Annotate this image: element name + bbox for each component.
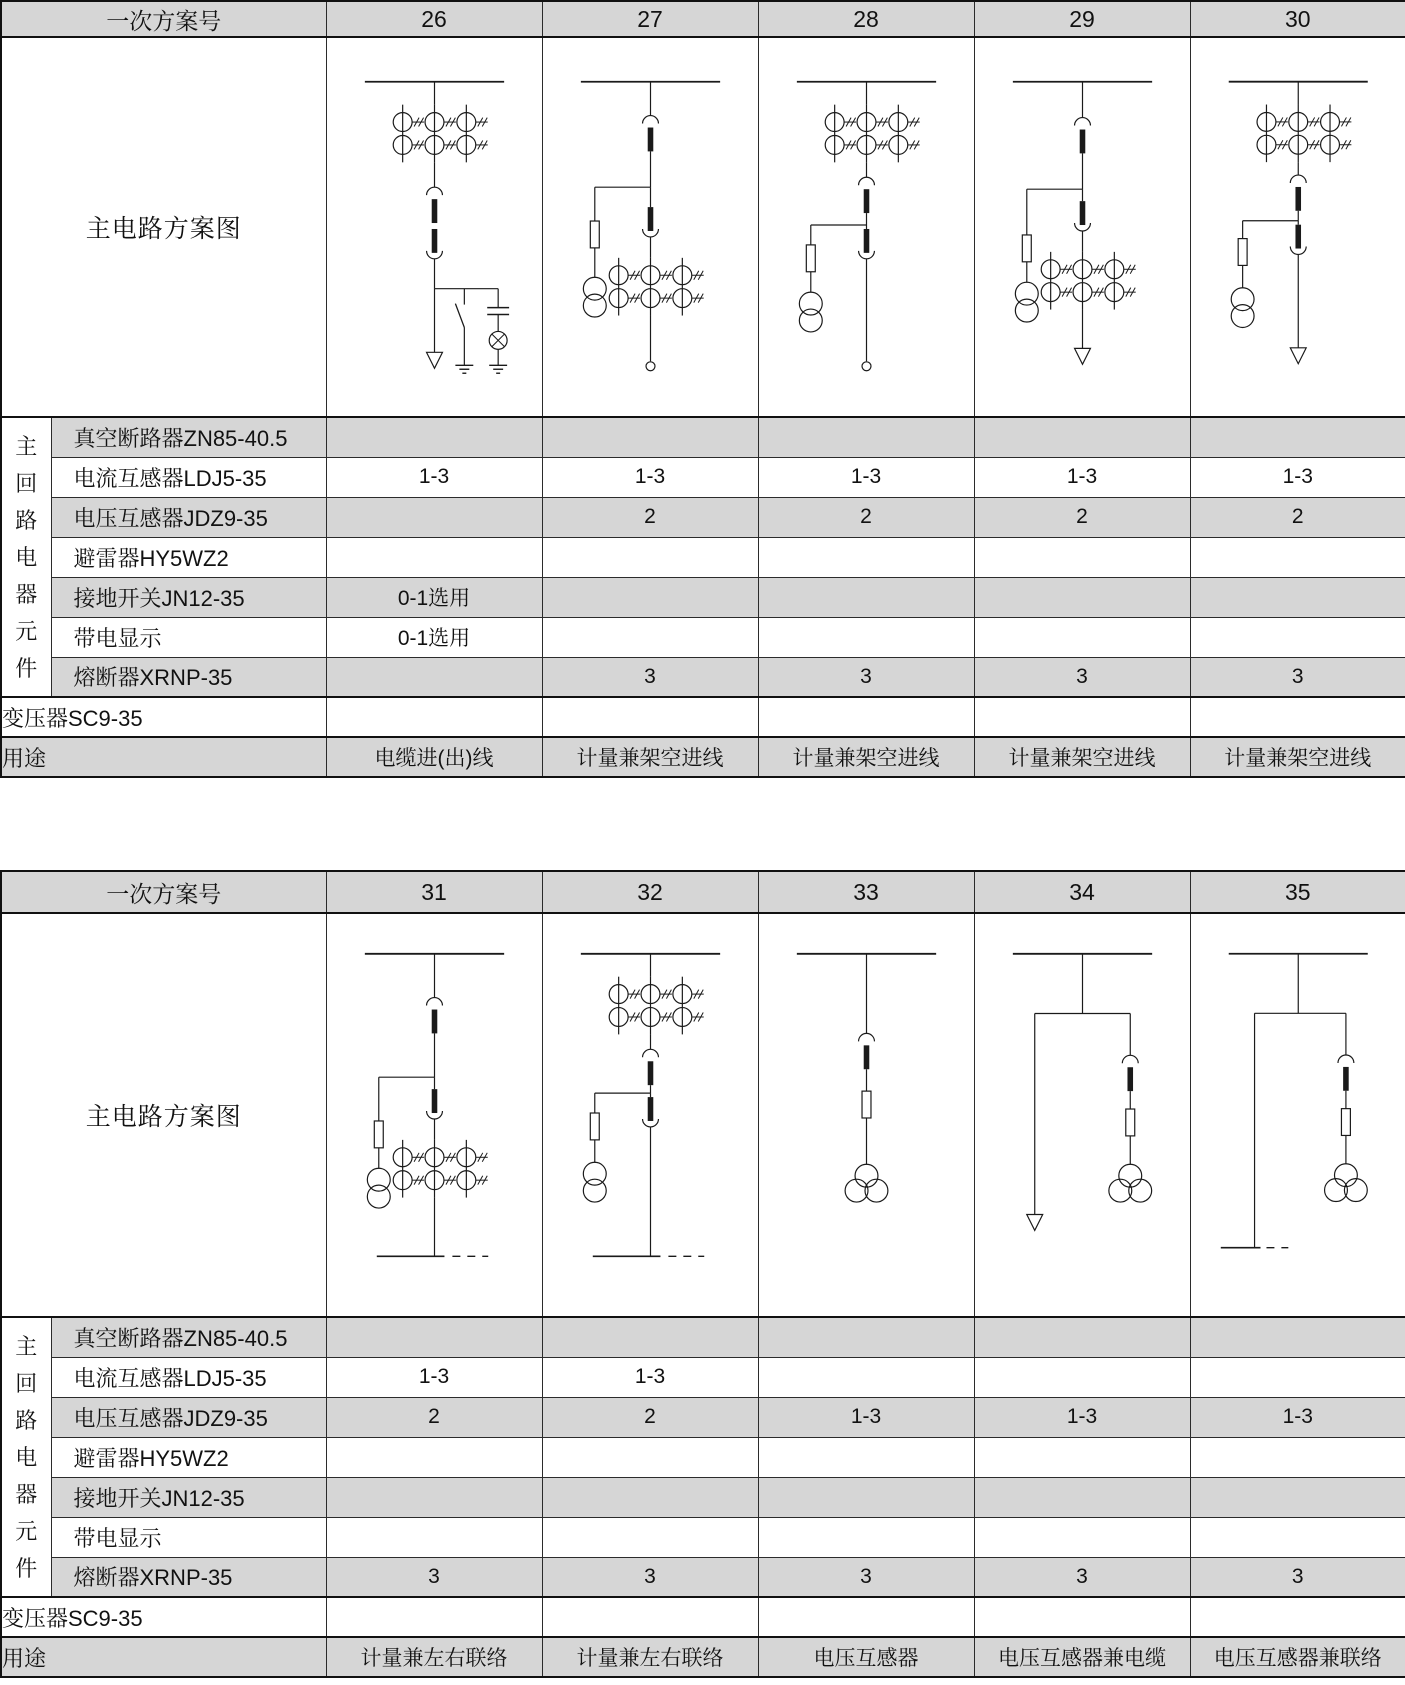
value-cell: [542, 537, 758, 577]
side-char: 路: [15, 507, 38, 533]
usage-row-label: 用途: [1, 737, 326, 777]
value-cell: 2: [542, 1397, 758, 1437]
value-cell: [758, 1517, 974, 1557]
side-char: 回: [15, 470, 38, 496]
arrester-row-label: 避雷器HY5WZ2: [51, 537, 326, 577]
main-circuit-diagram-label: 主电路方案图: [1, 913, 326, 1317]
earthing-switch-row-label: 接地开关JN12-35: [51, 1477, 326, 1517]
value-cell: [326, 1477, 542, 1517]
scheme-table-26-30: [0, 0, 1405, 778]
value-cell: 3: [758, 1557, 974, 1597]
value-cell: 3: [974, 657, 1190, 697]
scheme-number-33: 33: [758, 871, 974, 913]
value-cell: [974, 1357, 1190, 1397]
scheme-33-diagram-cell: [758, 913, 974, 1317]
value-cell: [758, 1597, 974, 1637]
scheme-number-26: 26: [326, 1, 542, 37]
value-cell: [758, 1357, 974, 1397]
scheme-29-diagram-cell: [974, 37, 1190, 417]
current-transformer-row-label: 电流互感器LDJ5-35: [51, 457, 326, 497]
value-cell: [326, 1437, 542, 1477]
primary-scheme-number-label: 一次方案号: [1, 1, 326, 37]
value-cell: [974, 1597, 1190, 1637]
value-cell: 1-3: [326, 457, 542, 497]
scheme-32-diagram-cell: [542, 913, 758, 1317]
scheme-28-diagram: [759, 38, 974, 416]
side-char: 回: [15, 1370, 38, 1396]
side-char: 器: [15, 581, 38, 607]
usage-row-label: 用途: [1, 1637, 326, 1677]
value-cell: 3: [542, 657, 758, 697]
usage-cell: 电压互感器: [758, 1637, 974, 1677]
value-cell: [542, 1597, 758, 1637]
scheme-number-31: 31: [326, 871, 542, 913]
value-cell: [1190, 1437, 1405, 1477]
scheme-27-diagram-cell: [542, 37, 758, 417]
vacuum-breaker-row-label: 真空断路器ZN85-40.5: [51, 417, 326, 457]
value-cell: 0-1选用: [326, 577, 542, 617]
usage-cell: 计量兼架空进线: [758, 737, 974, 777]
scheme-34-diagram: [975, 914, 1190, 1316]
usage-cell: 计量兼架空进线: [1190, 737, 1405, 777]
value-cell: [542, 1517, 758, 1557]
arrester-row-label: 避雷器HY5WZ2: [51, 1437, 326, 1477]
voltage-transformer-row-label: 电压互感器JDZ9-35: [51, 497, 326, 537]
value-cell: 3: [1190, 657, 1405, 697]
value-cell: [542, 1477, 758, 1517]
value-cell: 1-3: [542, 1357, 758, 1397]
value-cell: [326, 497, 542, 537]
usage-cell: 电缆进(出)线: [326, 737, 542, 777]
value-cell: [542, 417, 758, 457]
value-cell: [974, 1317, 1190, 1357]
scheme-30-diagram: [1191, 38, 1405, 416]
value-cell: 1-3: [542, 457, 758, 497]
scheme-35-diagram-cell: [1190, 913, 1405, 1317]
usage-cell: 计量兼左右联络: [542, 1637, 758, 1677]
voltage-transformer-row-label: 电压互感器JDZ9-35: [51, 1397, 326, 1437]
usage-cell: 计量兼架空进线: [542, 737, 758, 777]
side-char: 元: [15, 618, 38, 644]
value-cell: 1-3: [1190, 457, 1405, 497]
scheme-31-diagram-cell: [326, 913, 542, 1317]
side-char: 主: [15, 433, 38, 459]
value-cell: 1-3: [758, 457, 974, 497]
value-cell: [326, 657, 542, 697]
value-cell: [326, 1597, 542, 1637]
scheme-number-28: 28: [758, 1, 974, 37]
current-transformer-row-label: 电流互感器LDJ5-35: [51, 1357, 326, 1397]
value-cell: [1190, 1477, 1405, 1517]
scheme-26-diagram: [327, 38, 542, 416]
scheme-number-34: 34: [974, 871, 1190, 913]
main-circuit-diagram-label: 主电路方案图: [1, 37, 326, 417]
value-cell: [974, 1437, 1190, 1477]
value-cell: [758, 417, 974, 457]
value-cell: [974, 697, 1190, 737]
value-cell: 1-3: [326, 1357, 542, 1397]
usage-cell: 电压互感器兼联络: [1190, 1637, 1405, 1677]
scheme-table-31-35: [0, 870, 1405, 1678]
value-cell: [1190, 577, 1405, 617]
earthing-switch-row-label: 接地开关JN12-35: [51, 577, 326, 617]
table-gap: [0, 778, 1405, 870]
value-cell: [974, 577, 1190, 617]
scheme-32-diagram: [543, 914, 758, 1316]
fuse-row-label: 熔断器XRNP-35: [51, 657, 326, 697]
value-cell: 2: [1190, 497, 1405, 537]
value-cell: [1190, 537, 1405, 577]
usage-cell: 计量兼架空进线: [974, 737, 1190, 777]
value-cell: [1190, 697, 1405, 737]
value-cell: [974, 1477, 1190, 1517]
value-cell: [1190, 1357, 1405, 1397]
value-cell: [974, 617, 1190, 657]
value-cell: [542, 697, 758, 737]
value-cell: [758, 1437, 974, 1477]
value-cell: 2: [326, 1397, 542, 1437]
scheme-number-35: 35: [1190, 871, 1405, 913]
usage-cell: 计量兼左右联络: [326, 1637, 542, 1677]
value-cell: 3: [974, 1557, 1190, 1597]
value-cell: [758, 697, 974, 737]
value-cell: [974, 417, 1190, 457]
scheme-number-29: 29: [974, 1, 1190, 37]
value-cell: [326, 537, 542, 577]
value-cell: [326, 697, 542, 737]
scheme-27-diagram: [543, 38, 758, 416]
value-cell: 0-1选用: [326, 617, 542, 657]
live-display-row-label: 带电显示: [51, 1517, 326, 1557]
value-cell: [1190, 1317, 1405, 1357]
value-cell: 2: [974, 497, 1190, 537]
scheme-30-diagram-cell: [1190, 37, 1405, 417]
scheme-34-diagram-cell: [974, 913, 1190, 1317]
value-cell: [542, 1317, 758, 1357]
primary-scheme-number-label: 一次方案号: [1, 871, 326, 913]
value-cell: [326, 1317, 542, 1357]
value-cell: [542, 617, 758, 657]
fuse-row-label: 熔断器XRNP-35: [51, 1557, 326, 1597]
value-cell: 1-3: [974, 1397, 1190, 1437]
side-char: 件: [15, 1555, 38, 1581]
scheme-33-diagram: [759, 914, 974, 1316]
scheme-35-diagram: [1191, 914, 1405, 1316]
vacuum-breaker-row-label: 真空断路器ZN85-40.5: [51, 1317, 326, 1357]
value-cell: 3: [542, 1557, 758, 1597]
scheme-29-diagram: [975, 38, 1190, 416]
value-cell: 1-3: [758, 1397, 974, 1437]
value-cell: [326, 1517, 542, 1557]
value-cell: [974, 537, 1190, 577]
scheme-28-diagram-cell: [758, 37, 974, 417]
live-display-row-label: 带电显示: [51, 617, 326, 657]
value-cell: [758, 1317, 974, 1357]
value-cell: 2: [758, 497, 974, 537]
value-cell: 1-3: [1190, 1397, 1405, 1437]
scheme-26-diagram-cell: [326, 37, 542, 417]
value-cell: 2: [542, 497, 758, 537]
value-cell: [758, 537, 974, 577]
transformer-row-label: 变压器SC9-35: [1, 1597, 326, 1637]
value-cell: [1190, 1597, 1405, 1637]
value-cell: [974, 1517, 1190, 1557]
value-cell: 3: [326, 1557, 542, 1597]
side-char: 主: [15, 1333, 38, 1359]
value-cell: [1190, 1517, 1405, 1557]
main-circuit-components-side-label: [1, 417, 51, 697]
side-char: 件: [15, 655, 38, 681]
value-cell: 1-3: [974, 457, 1190, 497]
value-cell: [758, 617, 974, 657]
scheme-number-32: 32: [542, 871, 758, 913]
value-cell: [326, 417, 542, 457]
value-cell: [758, 577, 974, 617]
value-cell: [542, 1437, 758, 1477]
value-cell: 3: [758, 657, 974, 697]
usage-cell: 电压互感器兼电缆: [974, 1637, 1190, 1677]
value-cell: [758, 1477, 974, 1517]
transformer-row-label: 变压器SC9-35: [1, 697, 326, 737]
side-char: 电: [15, 1444, 38, 1470]
value-cell: [1190, 417, 1405, 457]
scheme-31-diagram: [327, 914, 542, 1316]
side-char: 路: [15, 1407, 38, 1433]
scheme-number-30: 30: [1190, 1, 1405, 37]
value-cell: [1190, 617, 1405, 657]
value-cell: 3: [1190, 1557, 1405, 1597]
side-char: 电: [15, 544, 38, 570]
side-char: 元: [15, 1518, 38, 1544]
value-cell: [542, 577, 758, 617]
side-char: 器: [15, 1481, 38, 1507]
scheme-number-27: 27: [542, 1, 758, 37]
main-circuit-components-side-label: [1, 1317, 51, 1597]
